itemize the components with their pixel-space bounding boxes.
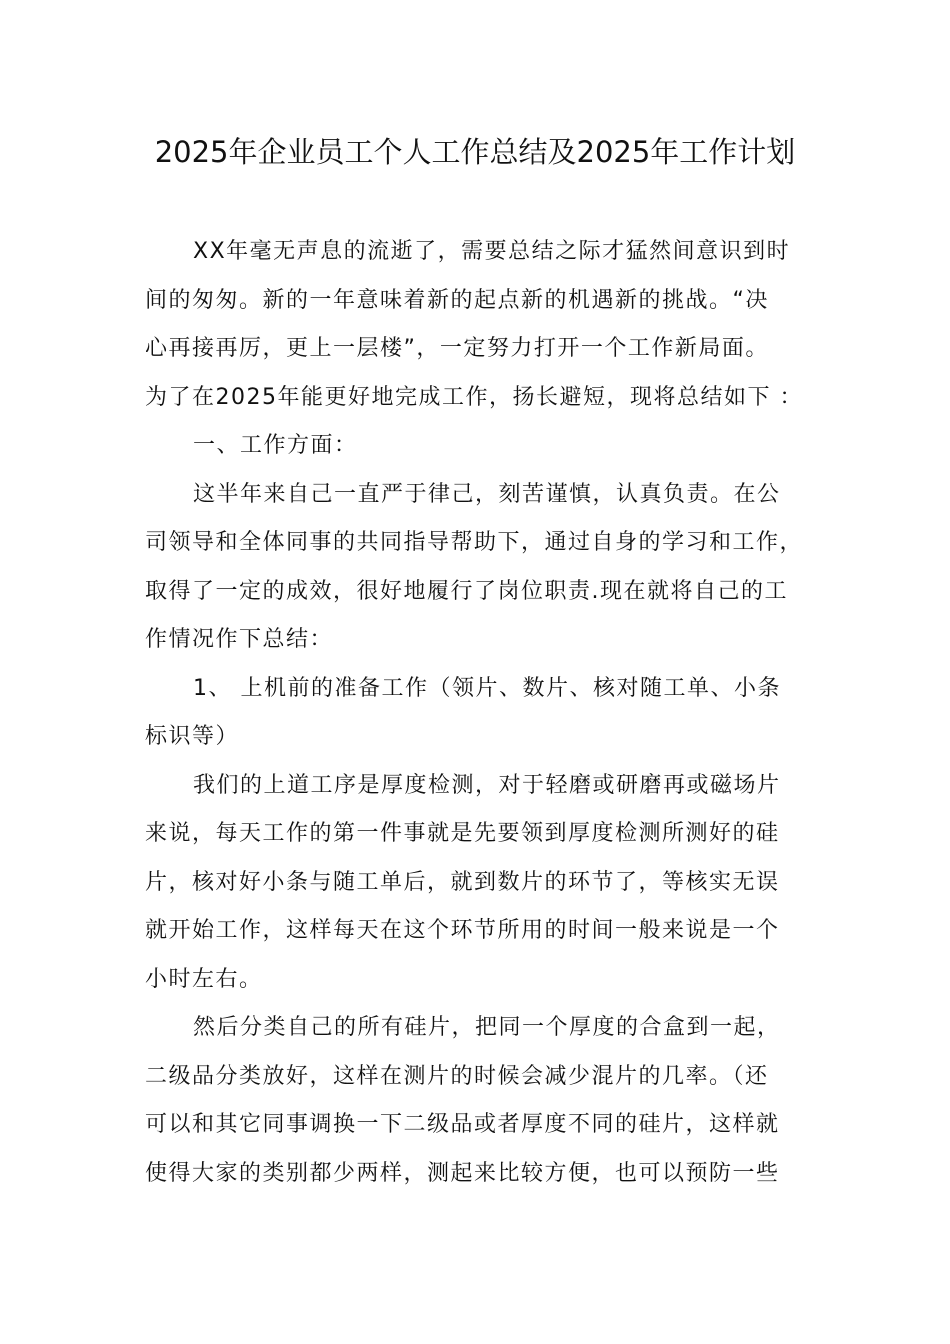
paragraph-line: 可以和其它同事调换一下二级品或者厚度不同的硅片，这样就 xyxy=(145,1112,780,1137)
paragraph-line: 标识等） xyxy=(145,724,240,749)
list-item-heading: 1、 上机前的准备工作（领片、数片、核对随工单、小条 xyxy=(193,675,781,701)
paragraph-line: 就开始工作，这样每天在这个环节所用的时间一般来说是一个 xyxy=(145,918,780,943)
document-body xyxy=(145,228,810,1198)
paragraph-line: 为了在2025年能更好地完成工作，扬长避短，现将总结如下 ： xyxy=(145,384,803,410)
paragraph-line: 作情况作下总结： xyxy=(145,627,334,652)
paragraph-line: 我们的上道工序是厚度检测，对于轻磨或研磨再或磁场片 xyxy=(193,772,781,798)
paragraph-line: 二级品分类放好，这样在测片的时候会减少混片的几率。（还 xyxy=(145,1063,769,1089)
document-title: 2025年企业员工个人工作总结及2025年工作计划 xyxy=(154,135,796,169)
paragraph-line: 然后分类自己的所有硅片，把同一个厚度的合盒到一起， xyxy=(193,1015,781,1040)
paragraph-line: 这半年来自己一直严于律己，刻苦谨慎，认真负责。在公 xyxy=(193,481,781,507)
paragraph-line: 司领导和全体同事的共同指导帮助下，通过自身的学习和工作， xyxy=(145,530,804,555)
paragraph-line: 小时左右。 xyxy=(145,966,263,992)
paragraph-line: 取得了一定的成效，很好地履行了岗位职责.现在就将自己的工 xyxy=(145,578,788,604)
paragraph-line: 来说，每天工作的第一件事就是先要领到厚度检测所测好的硅 xyxy=(145,821,780,846)
paragraph-line: 间的匆匆。新的一年意味着新的起点新的机遇新的挑战。“决 xyxy=(145,287,769,313)
paragraph-line: 片，核对好小条与随工单后，就到数片的环节了，等核实无误 xyxy=(145,869,780,895)
section-heading: 一、工作方面： xyxy=(193,433,358,458)
paragraph-line: 心再接再厉，更上一层楼”，一定努力打开一个工作新局面。 xyxy=(145,336,769,361)
paragraph-line: XX年毫无声息的流逝了，需要总结之际才猛然间意识到时 xyxy=(193,239,791,264)
paragraph-line: 使得大家的类别都少两样，测起来比较方便，也可以预防一些 xyxy=(145,1160,780,1186)
